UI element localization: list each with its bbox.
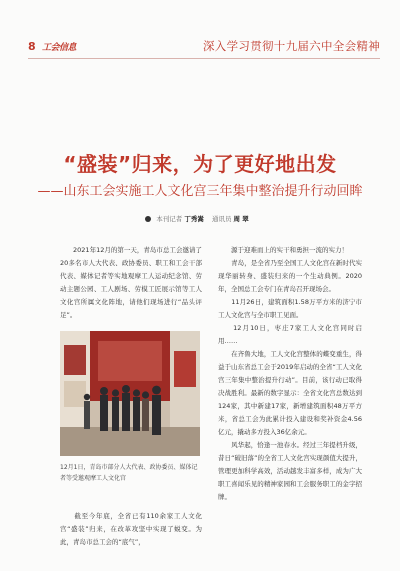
correspondent-name: 周 翠 [233, 215, 249, 223]
byline [0, 214, 400, 223]
body-paragraph: 风华起，恰逢一池春水。经过三年提档升级，昔日“破旧落”的全省工人文化宫实现颜值大提升，管理更加科学高效，活动越发丰富多样，成为广大职工喜闻乐见的精神家园和工会服务职工的金字招牌。 [218, 441, 362, 501]
body-paragraph: 12月10日，枣庄7家工人文化宫同时启用…… [218, 324, 362, 345]
article-title: “盛装”归来，为了更好地出发 [63, 152, 337, 176]
page-number: 8 [28, 40, 36, 53]
reporter-name: 丁秀嵩 [184, 215, 204, 223]
header-divider [28, 58, 380, 59]
body-paragraph: 2021年12月的第一天，青岛市总工会邀请了20多名市人大代表、政协委员、职工和工会干部代表、媒体记者等实地观摩工人运动纪念馆、劳动主题公园、工人剧场、劳模工匠展示馆等工人文化宫所属文化阵地，请他们现场进行“品头评足”。 [60, 246, 202, 319]
correspondent-label: 通讯员 [211, 215, 232, 223]
column-title: 深入学习贯彻十九届六中全会精神 [203, 39, 380, 53]
magazine-logo: 工会信息 [42, 43, 77, 53]
left-column [60, 244, 202, 322]
body-paragraph: 11月26日，建筑面积1.58万平方米的济宁市工人文化宫与全市职工见面。 [218, 298, 362, 319]
body-paragraph: 在齐鲁大地，工人文化宫整体的蝶变重生，得益于山东省总工会于2019年启动的全省“工人文化宫三年集中整治提升行动”。目前，该行动已取得决战胜利。最新的数字显示：全省文化宫总数达到124家，其中新建17家，新增建筑面积48万平方米，省总工会为此累计投入建设和奖补资金4.56亿元，撬动多方投入36亿余元。 [218, 350, 362, 436]
byline-bullet-icon [145, 216, 151, 222]
body-paragraph: 截至今年底，全省已有110余家工人文化宫“盛装”归来，在改革攻坚中实现了蜕变。为此，青岛市总工会的“底气”， [60, 512, 202, 546]
left-column-continued [60, 510, 202, 549]
body-paragraph: 源于迎难而上的实干和勇担一流的实力！ [218, 246, 348, 254]
page-header [28, 36, 380, 58]
exhibition-hall-illustration [60, 331, 200, 456]
reporter-label: 本刊记者 [156, 215, 183, 223]
article-subtitle: ——山东工会实施工人文化宫三年集中整治提升行动回眸 [37, 184, 363, 199]
photo-caption: 12月1日，青岛市部分人大代表、政协委员、媒体记者等受邀观摩工人文化宫 [60, 464, 198, 482]
right-column [218, 244, 362, 504]
body-paragraph: 青岛，是全省乃至全国工人文化宫在新时代实现华丽转身、盛装归来的一个生动典例。2020年，全国总工会专门在青岛召开现场会。 [218, 259, 362, 293]
news-photo [60, 331, 200, 456]
